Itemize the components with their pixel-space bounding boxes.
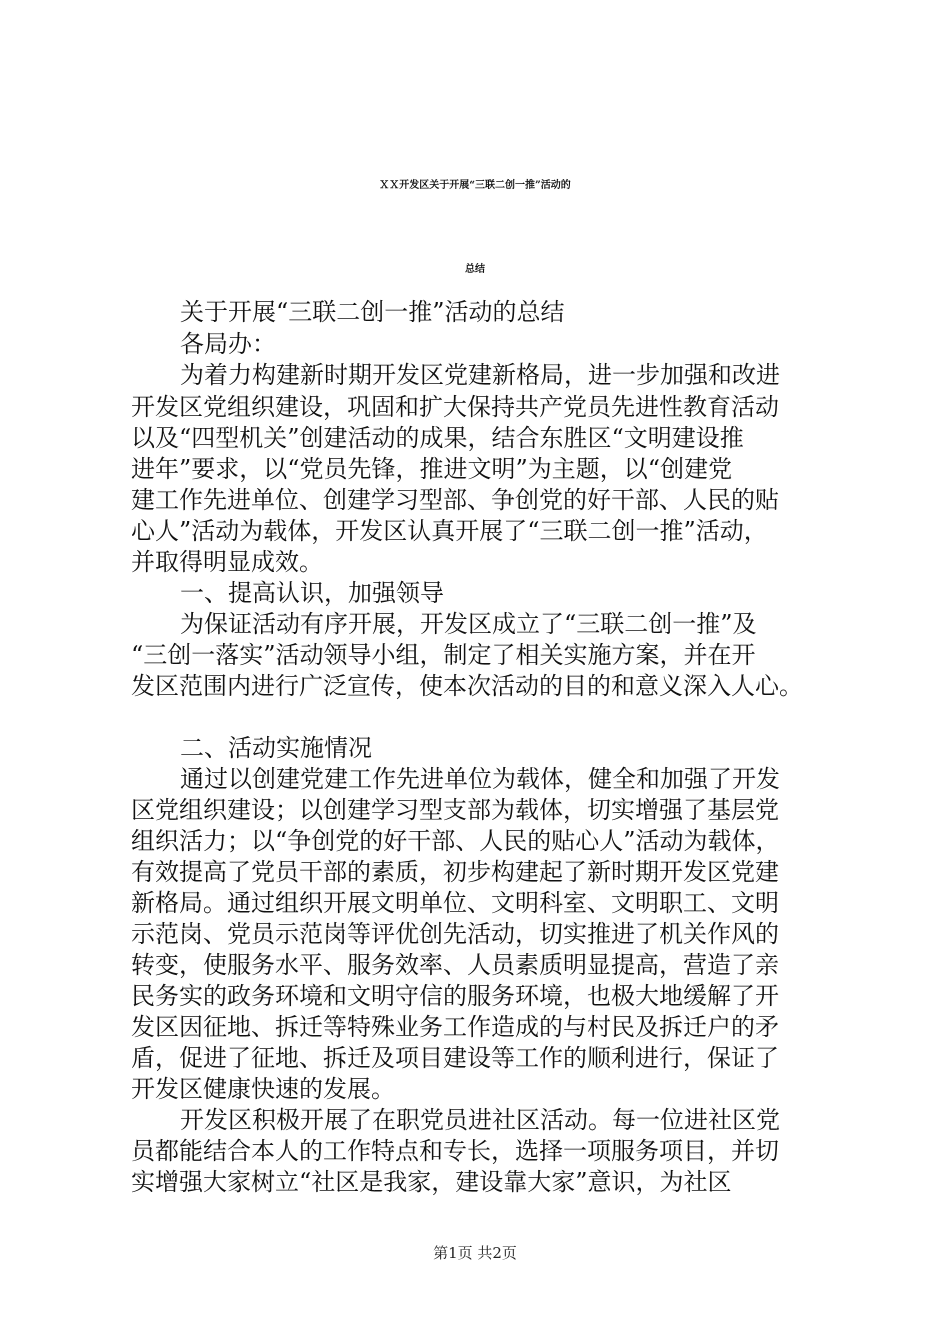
body-line: 示范岗、党员示范岗等评优创先活动，切实推进了机关作风的 xyxy=(131,920,779,948)
body-line: 组织活力；以“争创党的好干部、人民的贴心人”活动为载体， xyxy=(131,827,780,855)
body-line: 通过以创建党建工作先进单位为载体，健全和加强了开发 xyxy=(180,765,780,793)
body-line: 民务实的政务环境和文明守信的服务环境，也极大地缓解了开 xyxy=(131,982,779,1010)
body-line: 开发区健康快速的发展。 xyxy=(131,1075,395,1103)
section-heading-2: 二、活动实施情况 xyxy=(180,734,372,762)
body-line: 盾，促进了征地、拆迁及项目建设等工作的顺利进行，保证了 xyxy=(131,1044,779,1072)
body-line: 开发区积极开展了在职党员进社区活动。每一位进社区党 xyxy=(180,1106,780,1134)
body-line: 建工作先进单位、创建学习型部、争创党的好干部、人民的贴 xyxy=(131,486,779,514)
body-line: 关于开展“三联二创一推”活动的总结 xyxy=(180,298,565,326)
body-line: 开发区党组织建设，巩固和扩大保持共产党员先进性教育活动 xyxy=(131,393,779,421)
document-title-line-1: ＸＸ开发区关于开展“三联二创一推”活动的 xyxy=(379,180,571,191)
body-line: 各局办： xyxy=(180,330,276,358)
body-line: 进年”要求，以“党员先锋，推进文明”为主题，以“创建党 xyxy=(131,455,733,483)
body-line: 新格局。通过组织开展文明单位、文明科室、文明职工、文明 xyxy=(131,889,779,917)
body-line: 员都能结合本人的工作特点和专长，选择一项服务项目，并切 xyxy=(131,1137,779,1165)
body-line: 发区因征地、拆迁等特殊业务工作造成的与村民及拆迁户的矛 xyxy=(131,1013,779,1041)
body-line: 以及“四型机关”创建活动的成果，结合东胜区“文明建设推 xyxy=(131,424,744,452)
document-title-line-2: 总结 xyxy=(465,264,485,275)
body-line: 实增强大家树立“社区是我家，建设靠大家”意识，为社区 xyxy=(131,1168,732,1196)
body-line: 并取得明显成效。 xyxy=(131,548,323,576)
body-line: “三创一落实”活动领导小组，制定了相关实施方案，并在开 xyxy=(131,641,756,669)
body-line: 有效提高了党员干部的素质，初步构建起了新时期开发区党建 xyxy=(131,858,779,886)
page-footer: 第1页 共2页 xyxy=(433,1244,517,1262)
body-line: 为保证活动有序开展，开发区成立了“三联二创一推”及 xyxy=(180,610,757,638)
body-line: 心人”活动为载体，开发区认真开展了“三联二创一推”活动， xyxy=(131,517,768,545)
body-line: 为着力构建新时期开发区党建新格局，进一步加强和改进 xyxy=(180,361,780,389)
section-heading-1: 一、提高认识，加强领导 xyxy=(180,579,444,607)
body-line: 转变，使服务水平、服务效率、人员素质明显提高，营造了亲 xyxy=(131,951,779,979)
body-line: 区党组织建设；以创建学习型支部为载体，切实增强了基层党 xyxy=(131,796,779,824)
body-line: 发区范围内进行广泛宣传，使本次活动的目的和意义深入人心。 xyxy=(131,672,803,700)
